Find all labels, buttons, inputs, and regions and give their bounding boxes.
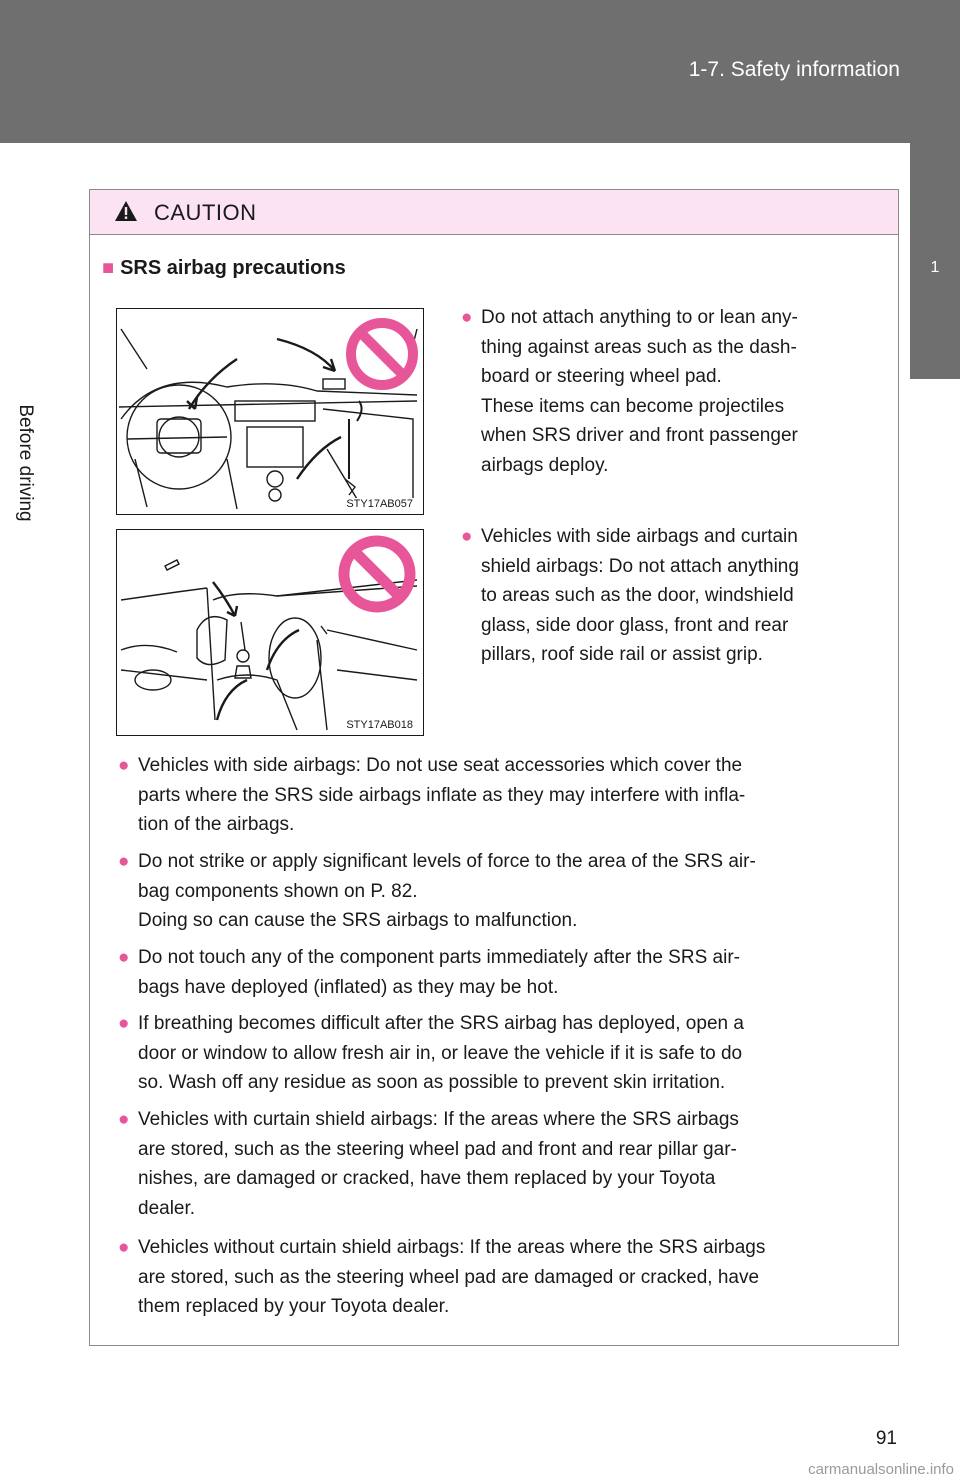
dashboard-illustration xyxy=(116,308,424,515)
bullet-line: airbags deploy. xyxy=(481,454,609,476)
chapter-number: 1 xyxy=(930,259,940,276)
caution-title: CAUTION xyxy=(154,200,257,225)
no-entry-prohibition-icon xyxy=(337,534,417,614)
bullet-line: pillars, roof side rail or assist grip. xyxy=(481,644,763,665)
bullet-line: when SRS driver and front passenger xyxy=(481,425,798,446)
bullet-line: thing against areas such as the dash- xyxy=(481,336,797,358)
bullet-dot-icon: ● xyxy=(118,1237,130,1258)
bullet-line: dealer. xyxy=(138,1197,196,1219)
bullet-line: them replaced by your Toyota dealer. xyxy=(138,1296,450,1317)
sub-heading-text: SRS airbag precautions xyxy=(120,257,346,279)
figure-code: STY17AB018 xyxy=(346,719,413,731)
bullet-dot-icon: ● xyxy=(461,307,473,328)
bullet-line: If breathing becomes difficult after the SRS airbag has deployed, open a xyxy=(138,1013,744,1034)
bullet-line: board or steering wheel pad. xyxy=(481,366,722,387)
side-bullet xyxy=(461,522,883,670)
side-bullet xyxy=(461,303,883,480)
bullet-dot-icon: ● xyxy=(118,947,130,968)
watermark: carmanualsonline.info xyxy=(808,1461,954,1478)
caution-header xyxy=(90,190,898,235)
chapter-name: Before driving xyxy=(15,404,36,522)
side-interior-illustration xyxy=(116,529,424,736)
bullet-line: Vehicles with side airbags and curtain xyxy=(481,526,798,547)
bullet-line: door or window to allow fresh air in, or leave the vehicle if it is safe to do xyxy=(138,1042,743,1064)
figure-code: STY17AB057 xyxy=(346,498,413,510)
no-entry-prohibition-icon xyxy=(345,317,419,391)
bullet-line: glass, side door glass, front and rear xyxy=(481,614,789,636)
bullet-line: nishes, are damaged or cracked, have them replaced by your Toyota xyxy=(138,1168,716,1189)
bullet-line: Do not strike or apply significant levels of force to the area of the SRS air- xyxy=(138,851,756,872)
bullet-line: so. Wash off any residue as soon as possible to prevent skin irritation. xyxy=(138,1072,726,1093)
bullet-line: are stored, such as the steering wheel pad are damaged or cracked, have xyxy=(138,1266,760,1288)
page-number: 91 xyxy=(875,1428,897,1449)
bullet-dot-icon: ● xyxy=(461,526,473,547)
bullet-line: Do not touch any of the component parts immediately after the SRS air- xyxy=(138,947,740,968)
header-band xyxy=(0,0,960,143)
bullet-line: are stored, such as the steering wheel pad and front and rear pillar gar- xyxy=(138,1138,737,1160)
bullet-item xyxy=(118,847,888,936)
square-bullet-icon: ■ xyxy=(102,257,115,279)
warning-triangle-icon xyxy=(114,200,138,222)
bullet-line: shield airbags: Do not attach anything xyxy=(481,555,799,577)
bullet-line: Vehicles with curtain shield airbags: If the areas where the SRS airbags xyxy=(138,1109,739,1130)
bullet-line: bag components shown on P. 82. xyxy=(138,880,418,902)
bullet-line: to areas such as the door, windshield xyxy=(481,585,794,606)
bullet-line: bags have deployed (inflated) as they may be hot. xyxy=(138,976,559,998)
bullet-item xyxy=(118,751,888,840)
bullet-dot-icon: ● xyxy=(118,851,130,872)
bullet-item xyxy=(118,1233,888,1322)
bullet-item xyxy=(118,943,888,1002)
bullet-line: tion of the airbags. xyxy=(138,814,295,835)
bullet-line: Doing so can cause the SRS airbags to malfunction. xyxy=(138,910,578,931)
bullet-line: These items can become projectiles xyxy=(481,395,785,417)
bullet-line: Vehicles with side airbags: Do not use seat accessories which cover the xyxy=(138,755,743,776)
bullet-line: parts where the SRS side airbags inflate as they may interfere with infla- xyxy=(138,784,746,806)
bullet-dot-icon: ● xyxy=(118,755,130,776)
chapter-tab xyxy=(910,143,960,379)
bullet-line: Vehicles without curtain shield airbags: If the areas where the SRS airbags xyxy=(138,1237,766,1258)
sub-heading xyxy=(102,257,346,280)
bullet-line: Do not attach anything to or lean any- xyxy=(481,307,798,328)
bullet-dot-icon: ● xyxy=(118,1109,130,1130)
caution-box xyxy=(89,189,899,1346)
bullet-item xyxy=(118,1105,888,1223)
section-label: 1-7. Safety information xyxy=(688,58,900,81)
bullet-item xyxy=(118,1009,888,1098)
bullet-dot-icon: ● xyxy=(118,1013,130,1034)
